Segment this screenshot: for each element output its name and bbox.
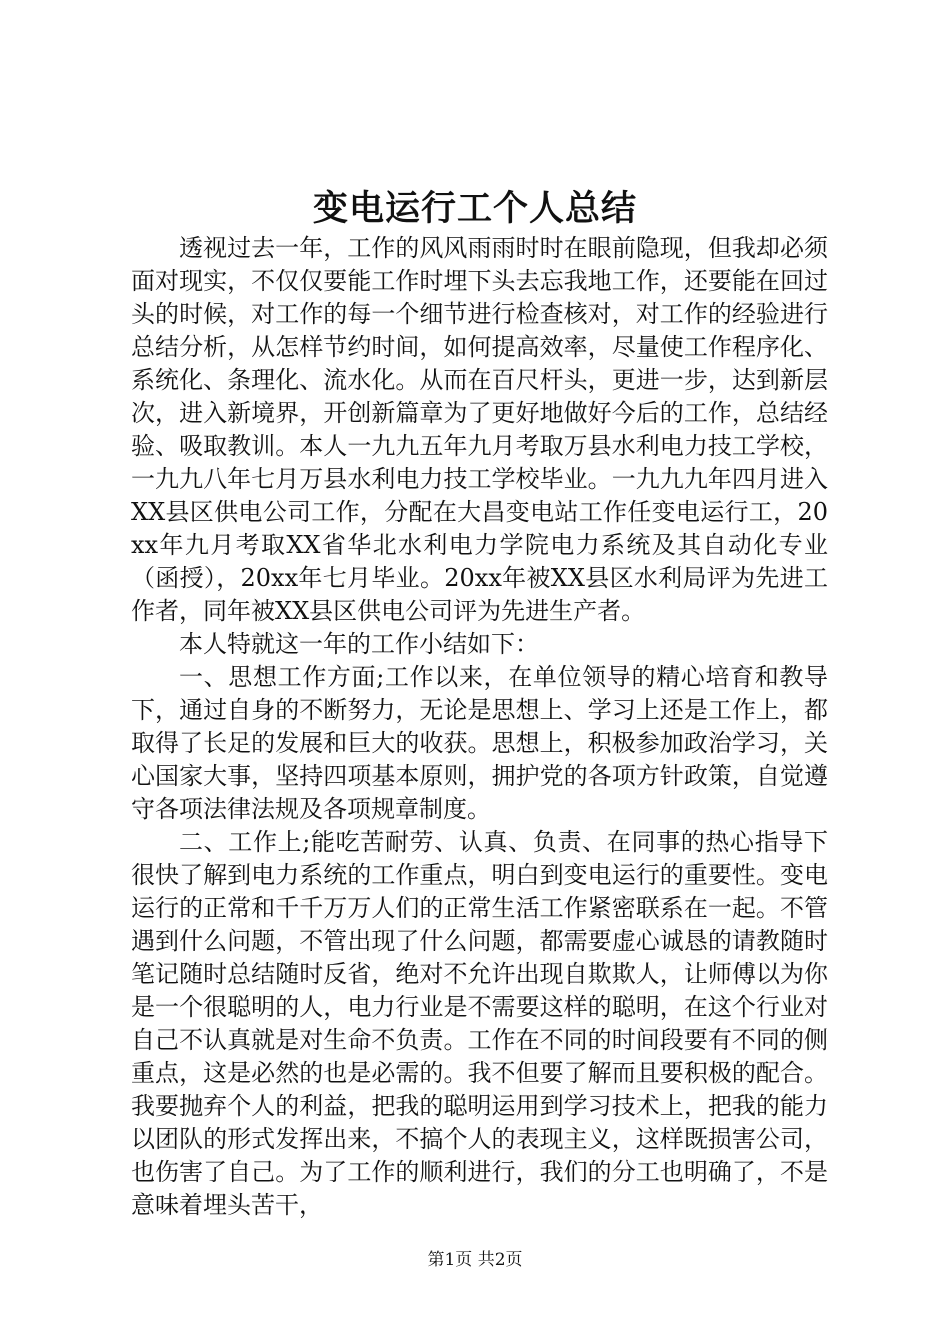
document-body bbox=[131, 232, 828, 1222]
paragraph-work: 二、工作上;能吃苦耐劳、认真、负责、在同事的热心指导下很快了解到电力系统的工作重点，明白到变电运行的重要性。变电运行的正常和千千万万人们的正常生活工作紧密联系在一起。不管遇到什么问题，不管出现了什么问题，都需要虚心诚恳的请教随时笔记随时总结随时反省，绝对不允许出现自欺欺人，让师傅以为你是一个很聪明的人，电力行业是不需要这样的聪明，在这个行业对自己不认真就是对生命不负责。工作在不同的时间段要有不同的侧重点，这是必然的也是必需的。我不但要了解而且要积极的配合。我要抛弃个人的利益，把我的聪明运用到学习技术上，把我的能力以团队的形式发挥出来，不搞个人的表现主义，这样既损害公司，也伤害了自己。为了工作的顺利进行，我们的分工也明确了，不是意味着埋头苦干， bbox=[131, 828, 828, 1219]
page-footer: 第1页 共2页 bbox=[427, 1250, 523, 1270]
document-title: 变电运行工个人总结 bbox=[312, 188, 637, 229]
paragraph-ideology: 一、思想工作方面;工作以来，在单位领导的精心培育和教导下，通过自身的不断努力，无论是思想上、学习上还是工作上，都取得了长足的发展和巨大的收获。思想上，积极参加政治学习，关心国家大事，坚持四项基本原则，拥护党的各项方针政策，自觉遵守各项法律法规及各项规章制度。 bbox=[131, 663, 828, 823]
paragraph-intro: 透视过去一年，工作的风风雨雨时时在眼前隐现，但我却必须面对现实，不仅仅要能工作时埋下头去忘我地工作，还要能在回过头的时候，对工作的每一个细节进行检查核对，对工作的经验进行总结分析，从怎样节约时间，如何提高效率，尽量使工作程序化、系统化、条理化、流水化。从而在百尺杆头，更进一步，达到新层次，进入新境界，开创新篇章为了更好地做好今后的工作，总结经验、吸取教训。本人一九九五年九月考取万县水利电力技工学校，一九九八年七月万县水利电力技工学校毕业。一九九九年四月进入XX县区供电公司工作，分配在大昌变电站工作任变电运行工，20xx年九月考取XX省华北水利电力学院电力系统及其自动化专业（函授），20xx年七月毕业。20xx年被XX县区水利局评为先进工作者，同年被XX县区供电公司评为先进生产者。 bbox=[131, 234, 828, 625]
paragraph-summary-lead: 本人特就这一年的工作小结如下： bbox=[179, 630, 539, 658]
